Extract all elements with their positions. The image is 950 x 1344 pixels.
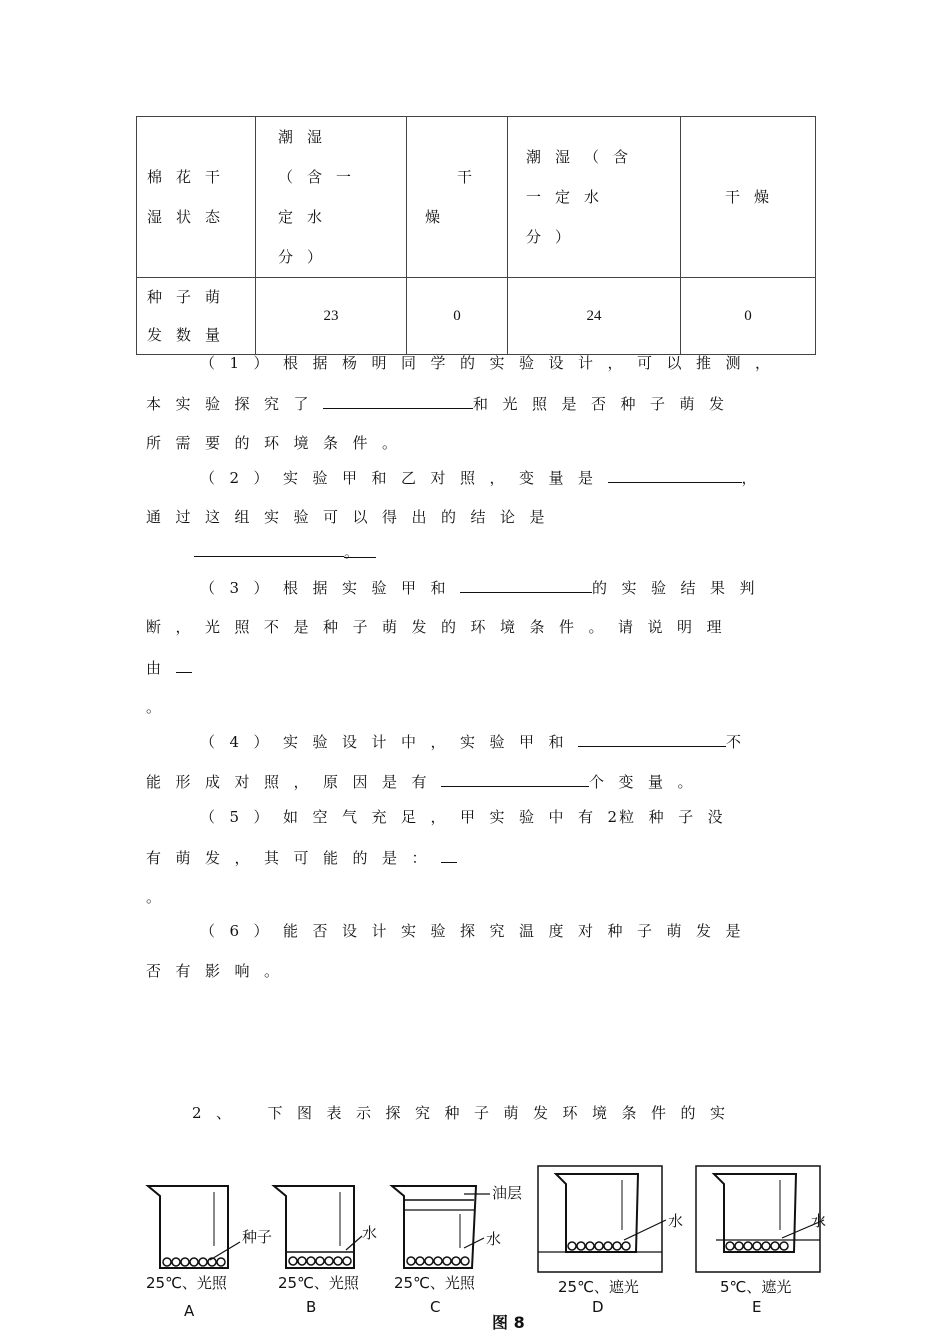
condition-label: 25℃、光照 bbox=[394, 1274, 475, 1292]
label-water: 水 bbox=[668, 1212, 684, 1230]
state-line: 潮湿（含 bbox=[526, 148, 643, 166]
question-2-line bbox=[200, 466, 771, 488]
state-line: 定水 bbox=[278, 208, 337, 226]
beaker-b bbox=[274, 1186, 362, 1268]
header-line: 湿状态 bbox=[147, 208, 235, 226]
q4-text: 不 bbox=[726, 733, 756, 751]
q1-text: （1）根据杨明同学的实验设计，可以推测， bbox=[200, 354, 785, 372]
condition-label: 25℃、光照 bbox=[146, 1274, 227, 1292]
question-5-line bbox=[200, 806, 737, 827]
question-2-line bbox=[194, 540, 376, 561]
state-line: 分） bbox=[278, 248, 337, 266]
q3-text: 。 bbox=[146, 698, 176, 716]
beaker-c bbox=[392, 1186, 490, 1268]
question-3-line bbox=[200, 576, 769, 598]
state-line: 干 bbox=[457, 168, 487, 186]
q5-text: 粒种子没 bbox=[619, 808, 738, 826]
q3-text: 的实验结果判 bbox=[592, 579, 770, 597]
label-seed: 种子 bbox=[242, 1228, 273, 1246]
table-row bbox=[137, 278, 816, 355]
beaker-a bbox=[148, 1186, 240, 1268]
question-5-line bbox=[146, 846, 457, 868]
experiment-table bbox=[136, 116, 816, 355]
condition-label: 5℃、遮光 bbox=[720, 1278, 792, 1296]
row-label-cell bbox=[137, 278, 256, 355]
label-water: 水 bbox=[362, 1224, 378, 1242]
state-line: 干燥 bbox=[725, 188, 784, 206]
q1-text: 本实验探究了 bbox=[146, 395, 324, 413]
label-oil-layer: 油层 bbox=[492, 1184, 523, 1202]
q3-text: （3）根据实验甲和 bbox=[200, 579, 461, 597]
letter-label: D bbox=[592, 1298, 604, 1316]
question-6-line bbox=[146, 960, 294, 981]
label-water: 水 bbox=[486, 1230, 502, 1248]
q6-text: 否有影响。 bbox=[146, 962, 294, 980]
q3-text: 断，光照不是种子萌发的环境条件。请说明理 bbox=[146, 618, 737, 636]
state-line: 燥 bbox=[425, 208, 455, 226]
q5-number: 2 bbox=[607, 808, 620, 826]
question-3-line bbox=[146, 656, 192, 678]
table-row bbox=[137, 117, 816, 278]
answer-blank[interactable] bbox=[460, 576, 592, 593]
germination-count: 24 bbox=[508, 278, 681, 355]
row-label-line: 种子萌 bbox=[147, 288, 235, 306]
answer-blank[interactable] bbox=[323, 392, 473, 409]
state-cell bbox=[681, 117, 816, 278]
q2-text: ， bbox=[741, 469, 772, 487]
question-6-line bbox=[200, 920, 755, 941]
q2-text: 。 bbox=[344, 541, 376, 558]
beaker-e bbox=[696, 1166, 824, 1272]
germination-count: 0 bbox=[407, 278, 508, 355]
row-label-line: 发数量 bbox=[147, 326, 235, 344]
q5-text: 。 bbox=[146, 888, 176, 906]
answer-blank[interactable] bbox=[578, 730, 726, 747]
condition-label: 25℃、遮光 bbox=[558, 1278, 639, 1296]
state-line: （含一 bbox=[278, 168, 366, 186]
question-3-line bbox=[146, 696, 176, 717]
q6-text: （6）能否设计实验探究温度对种子萌发是 bbox=[200, 922, 756, 940]
letter-label: E bbox=[752, 1298, 762, 1316]
state-line: 一定水 bbox=[526, 188, 614, 206]
state-line: 潮湿 bbox=[278, 128, 337, 146]
question-1-line bbox=[146, 392, 739, 414]
q4-text: 能形成对照，原因是有 bbox=[146, 773, 442, 791]
question-5-line bbox=[146, 886, 176, 907]
germination-count: 23 bbox=[256, 278, 407, 355]
state-cell bbox=[256, 117, 407, 278]
seeds bbox=[289, 1257, 351, 1265]
q1-text: 所需要的环境条件。 bbox=[146, 434, 412, 452]
q5-text: （5）如空气充足，甲实验中有 bbox=[200, 808, 608, 826]
letter-label: A bbox=[184, 1302, 195, 1320]
condition-label: 25℃、光照 bbox=[278, 1274, 359, 1292]
answer-blank[interactable] bbox=[441, 846, 457, 863]
seeds bbox=[726, 1242, 788, 1250]
figure-caption: 图 8 bbox=[492, 1313, 525, 1332]
letter-label: C bbox=[430, 1298, 441, 1316]
answer-blank[interactable] bbox=[194, 540, 344, 557]
figure-8 bbox=[140, 1160, 830, 1344]
q4-text: （4）实验设计中，实验甲和 bbox=[200, 733, 579, 751]
q5-text: 有萌发，其可能的是： bbox=[146, 849, 442, 867]
answer-blank[interactable] bbox=[441, 770, 589, 787]
question-4-line bbox=[200, 730, 756, 752]
beaker-d bbox=[538, 1166, 666, 1272]
germination-count: 0 bbox=[681, 278, 816, 355]
table-header-cell bbox=[137, 117, 256, 278]
question-2-line bbox=[146, 506, 559, 527]
q2-text: 通过这组实验可以得出的结论是 bbox=[146, 508, 560, 526]
letter-label: B bbox=[306, 1298, 317, 1316]
question-4-line bbox=[146, 770, 707, 792]
section-2-text: 2、 下图表示探究种子萌发环境条件的实 bbox=[192, 1104, 740, 1122]
seeds bbox=[407, 1257, 469, 1265]
state-cell bbox=[508, 117, 681, 278]
q2-text: （2）实验甲和乙对照，变量是 bbox=[200, 469, 608, 487]
state-cell bbox=[407, 117, 508, 278]
header-line: 棉花干 bbox=[147, 168, 235, 186]
question-3-line bbox=[146, 616, 736, 637]
label-water: 水 bbox=[810, 1212, 826, 1230]
q3-text: 由 bbox=[146, 659, 176, 677]
answer-blank[interactable] bbox=[176, 656, 192, 673]
section-2-heading bbox=[192, 1102, 740, 1123]
state-line: 分） bbox=[526, 228, 585, 246]
seeds bbox=[163, 1258, 225, 1266]
answer-blank[interactable] bbox=[608, 466, 742, 483]
question-1-line bbox=[146, 432, 412, 453]
question-1-line bbox=[200, 352, 785, 373]
q4-text: 个变量。 bbox=[589, 773, 708, 791]
seeds bbox=[568, 1242, 630, 1250]
q1-text: 和光照是否种子萌发 bbox=[473, 395, 739, 413]
